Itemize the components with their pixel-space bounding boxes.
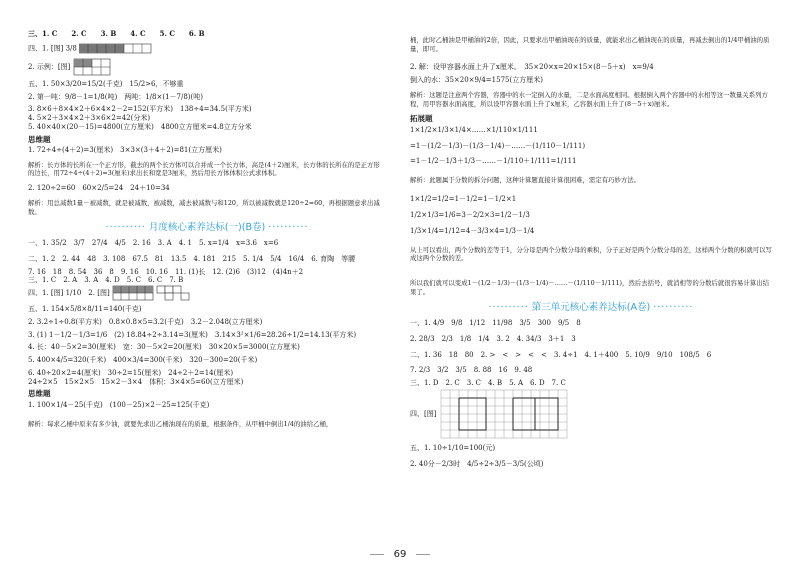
extension-heading: 拓展题 <box>410 114 433 124</box>
answer-line: 五、1. 154×5/8×8/11=140(千克) <box>28 305 142 314</box>
title-decoration: ·········· <box>488 302 529 314</box>
title-decoration: ·········· <box>268 222 309 234</box>
explanation-text: 解析：长方体的长所在一个正方形，截去的两个长方体可以合并成一个长方体，高是(4＋2)厘米，长方体的长所在的是正方形的边长，用72÷4÷(4＋2)=3(厘米)求出长和宽是3厘米，然后用长方体体积公式求体积。 <box>28 161 380 178</box>
answer-line: 7. 2/3 3/2 3/5 8. 88 16 9. 48 <box>410 366 533 375</box>
section-title-text: 第三单元核心素养达标(A卷) <box>531 302 651 314</box>
answer-line: 1. 100×1/4－25(千克) (100－25)×2－25=125(千克) <box>28 400 210 409</box>
answer-line: 五、1. 50×3/20=15/2(千克) 15/2>6，不够重 <box>28 79 184 88</box>
grid-figure <box>112 285 154 301</box>
page-footer <box>0 549 800 560</box>
figure-label: 四、1. [图] 1/10 2. [图] <box>28 289 110 298</box>
answer-line: 1×1/2×1/3×1/4×……×1/110×1/111 <box>410 125 538 134</box>
answer-line: 1×1/2=1/2=1－1/2=1－1/2×1 <box>410 195 517 204</box>
answer-line: 3. (1) 1－1/2－1/3=1/6 (2) 18.84÷2÷3.14=3(厘米) 3.14×3²×1/6=28.26÷1/2=14.13(平方米) <box>28 330 357 339</box>
figure-row <box>28 285 386 301</box>
shaded-bar-figure <box>79 43 169 54</box>
left-column <box>28 30 386 435</box>
title-decoration: ·········· <box>653 302 694 314</box>
answer-line: 倒入的水：35×20×9/4=1575(立方厘米) <box>410 76 543 85</box>
figure-label: 四、1. [图] 3/8 <box>28 44 77 53</box>
title-decoration: ·········· <box>105 222 146 234</box>
thinking-heading: 思维题 <box>28 134 51 144</box>
answer-line: 2. 28/3 2/3 1/8 1/4 3. 2 4. 34/3 3＋1 3 <box>410 334 576 343</box>
answer-line: 三、1. C 2. C 3. B 4. C 5. C 6. B <box>28 30 205 38</box>
figure-row <box>28 43 386 54</box>
grid-figure <box>73 58 113 76</box>
right-column <box>410 30 772 468</box>
footer-dash <box>416 554 430 555</box>
answer-line: 6. 40÷20×2=4(厘米) 30÷2=15(厘米) 24÷2＋2=14(厘米) <box>28 368 234 377</box>
section-title-text: 月度核心素养达标(一)(B卷) <box>148 222 266 234</box>
answer-line: 二、1. 36 18 80 2. > < > < < 3. 4÷1 4. 1＋400 5. 10/9 9/10 108/5 6 <box>410 350 712 359</box>
answer-line: 二、1. 2 2. 44 48 3. 108 67.5 81 13.5 4. 181 215 5. 1/4 5/4 16/4 6. 育陶 等腰 <box>28 254 356 263</box>
cube-net-figure <box>156 285 192 301</box>
explanation-text: 解析：用总减数1量－被减数，就是被减数，被减数，减去被减数与和120，所以被减数就是120÷2=60，再根据题意求出减数。 <box>28 199 380 216</box>
figure-label: 四、[图] <box>410 409 437 418</box>
answer-line: 24÷2×5 15×2×5 15×2－3×4 体积：3×4×5=60(立方厘米) <box>28 377 244 386</box>
answer-line: 2. 第一吨：9/8－1=1/8(吨) 两吨：1/8×(1－7/8)(吨) <box>28 92 203 101</box>
answer-line: 2. 120÷2=60 60×2/5=24 24＋10=34 <box>28 184 170 193</box>
answer-line: 4. 长：40－5×2=30(厘米) 宽：30－5×2=20(厘米) 30×20×5=3000(立方厘米) <box>28 343 300 352</box>
footer-dash <box>370 554 384 555</box>
answer-line: 五、1. 10÷1/10=100(元) <box>410 443 496 452</box>
answer-line: 1. 72÷4÷(4＋2)=3(厘米) 3×3×(3＋4＋2)=81(立方厘米) <box>28 145 222 154</box>
answer-line: 2. 3.2÷1÷0.8(平方米) 0.8×0.8×5=3.2(千克) 3.2－2.048(立方厘米) <box>28 317 263 326</box>
explanation-text: 从上可以看出，两个分数的差等于1，分分母是两个分数分母的乘积，分子正好是两个分数分母的差，这样两个分数的积就可以写成这两个分数的差。 <box>410 245 772 263</box>
answer-line: 2. 40分－2/3时 4/5÷2÷3/5－3/5(公顷) <box>410 459 544 468</box>
answer-line: 一、1. 4/9 9/8 1/12 11/98 3/5 300 9/5 8 <box>410 319 581 328</box>
answer-line: =1－1/2－1/3＋1/3－……－1/110＋1/111=1/111 <box>410 157 577 166</box>
answer-line: 三、1. C 2. A 3. A 4. D 5. C 6. C 7. B <box>28 276 184 285</box>
explanation-text: 解析：每求乙桶中原来有多少油，就要先求出乙桶油现在的质量，根据条件，从甲桶中倒出1/4的油给乙桶， <box>28 419 333 428</box>
grid-drawing-figure <box>439 388 569 440</box>
answer-line: 三、1. D 2. C 3. C 4. B 5. A 6. D 7. C <box>410 379 566 388</box>
answer-line: 2. 解：设甲容器水面上升了x厘米。 35×20×x=20×15×(8－5＋x) x=9/4 <box>410 63 654 72</box>
thinking-heading: 思维题 <box>28 389 51 399</box>
answer-line: 一、1. 35/2 3/7 27/4 4/5 2. 16 3. A 4. 1 5. x=1/4 x=3.6 x=6 <box>28 239 279 248</box>
explanation-text: 所以我们就可以变成1－(1/2－1/3)－(1/3－1/4)－……－(1/110－1/111)，然后去括号，就消相等的分数后就很容易计算出结果了。 <box>410 279 770 296</box>
section-title <box>410 302 772 314</box>
answer-line: 5. 40×40×(20－15)=4800(立方厘米) 4800立方厘米=4.8立方分米 <box>28 122 252 131</box>
answer-line: 3. 8×6＋8×4×2＋6×4×2－2=152(平方米) 138÷4=34.5(平方米) <box>28 105 252 114</box>
answer-line: 1/3×1/4=1/12=4－3/3×4=1/3－1/4 <box>410 226 535 235</box>
figure-row <box>410 388 772 440</box>
figure-label: 2. 示例：[图] <box>28 62 71 71</box>
answer-line: 4. 5×2＋3×4×2＋3×6×2=42(分米) <box>28 114 151 122</box>
answer-line: 1/2×1/3=1/6=3－2/2×3=1/2－1/3 <box>410 210 530 219</box>
answer-line: 5. 400×4/5=320(千米) 400×3/4=300(千米) 320－300=20(千米) <box>28 356 258 365</box>
explanation-text: 解析：此题属于分数的拆分问题，这种计算题直接计算很困难，需定有巧妙方法。 <box>410 176 641 185</box>
explanation-text: 桶，此时乙桶油是甲桶油的2倍，因此，只要求出甲桶油现在的质量，就能求出乙桶油现在的质量，再减去倒出的1/4甲桶油的质量，即可。 <box>410 36 770 53</box>
figure-row <box>28 58 386 76</box>
page-number: 69 <box>393 549 407 560</box>
section-title <box>28 222 386 234</box>
answer-line: =1－(1/2－1/3)－(1/3－1/4)－……－(1/110－1/111) <box>410 141 586 150</box>
answer-line: 7. 16 18 8. 54 36 8 9. 16 10. 16 11. (1)长 12. (2)6 (3)12 (4)4n＋2 <box>28 267 304 276</box>
explanation-text: 解析：这题是注意两个容器，容器中的水一定倒入的水量，二是水面高度相同。根据倒入两个容器中的水相等这一数量关系列方程，用甲容器水面高度，所以设甲容器水面上升了x厘米，乙容器水面上升了(8－5＋x)厘米。 <box>410 91 768 108</box>
